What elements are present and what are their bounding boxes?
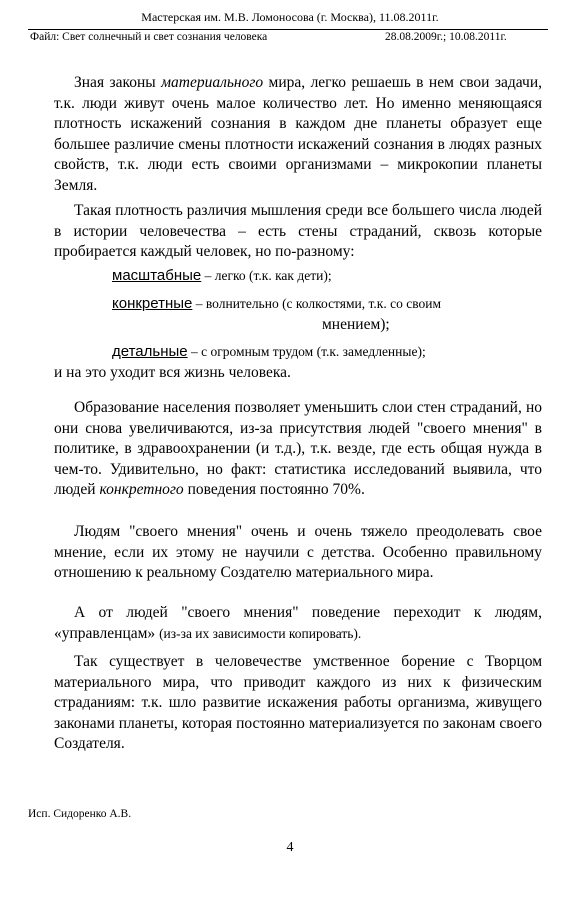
p5-text-b: (из-за их зависимости копировать).	[159, 625, 362, 641]
p1-text-b: мира, легко решаешь в нем свои задачи, т.к. люди живут очень малое количество лет. Но именно меняющаяся плотность искажений сознания в каждом дне планеты образует еще большее различие смены плотности искажений сознания в людях разных свойств, т.к. люди есть своими организмами – микрокопии планеты Земля.	[54, 74, 542, 194]
paragraph-2	[54, 201, 542, 263]
p2-text: Такая плотность различия мышления среди все большего числа людей в истории человечества – есть стены страданий, сквозь которые пробирается каждый человек, но по-разному:	[54, 202, 542, 260]
header-dates: 28.08.2009г.; 10.08.2011г.	[385, 31, 507, 43]
page-number: 4	[286, 840, 294, 855]
list-item-3	[112, 342, 426, 363]
paragraph-6	[54, 652, 542, 755]
p4-text: Людям "своего мнения" очень и очень тяжело преодолевать свое мнение, если их этому не научили с детства. Особенно правильному отношению к реальному Создателю материального мира.	[54, 523, 542, 581]
header-org-line: Мастерская им. М.В. Ломоносова (г. Москва), 11.08.2011г.	[141, 10, 439, 24]
list-tail: и на это уходит вся жизнь человека.	[54, 364, 291, 381]
paragraph-1	[54, 73, 542, 196]
p3-text-b: поведения постоянно 70%.	[183, 481, 365, 498]
p3-text-a: Образование населения позволяет уменьшить слои стен страданий, но они снова увеличиваются, из-за присутствия людей "своего мнения" в политике, в здравоохранении (и т.д.), т.к. везде, где есть общая нужда в чем-то. Удивительно, но факт: статистика исследований выявила, что людей	[54, 399, 542, 498]
list-desc-1: – легко (т.к. как дети);	[201, 268, 332, 283]
paragraph-4	[54, 522, 542, 584]
p3-emphasis: конкретного	[99, 481, 184, 498]
p1-text-a: Зная законы	[74, 74, 162, 91]
list-term-2: конкретные	[112, 295, 193, 312]
paragraph-3	[54, 398, 542, 501]
list-item-1	[112, 266, 332, 287]
p1-emphasis: материального	[161, 74, 264, 91]
footer-executor: Исп. Сидоренко А.В.	[28, 808, 132, 820]
list-term-1: масштабные	[112, 267, 202, 284]
list-desc-2a: – волнительно (с колкостями, т.к. со своим	[192, 296, 441, 311]
p6-text: Так существует в человечестве умственное борение с Творцом материального мира, что приводит каждого из них к физическим страданиям: т.к. шло развитие искажения работы организма, живущего законами планеты, которая постоянно материализуется по законам своего Создателя.	[54, 653, 542, 752]
list-desc-2b: мнением);	[322, 316, 390, 333]
list-term-3: детальные	[112, 343, 188, 360]
header-file-name: Файл: Свет солнечный и свет сознания человека	[30, 31, 268, 43]
list-desc-3: – с огромным трудом (т.к. замедленные);	[187, 344, 426, 359]
p5-text-a: А от людей "своего мнения" поведение переходит к людям, «управленцам»	[54, 604, 542, 642]
header-rule	[28, 29, 548, 30]
list-item-2	[112, 294, 441, 315]
paragraph-5	[54, 603, 542, 644]
